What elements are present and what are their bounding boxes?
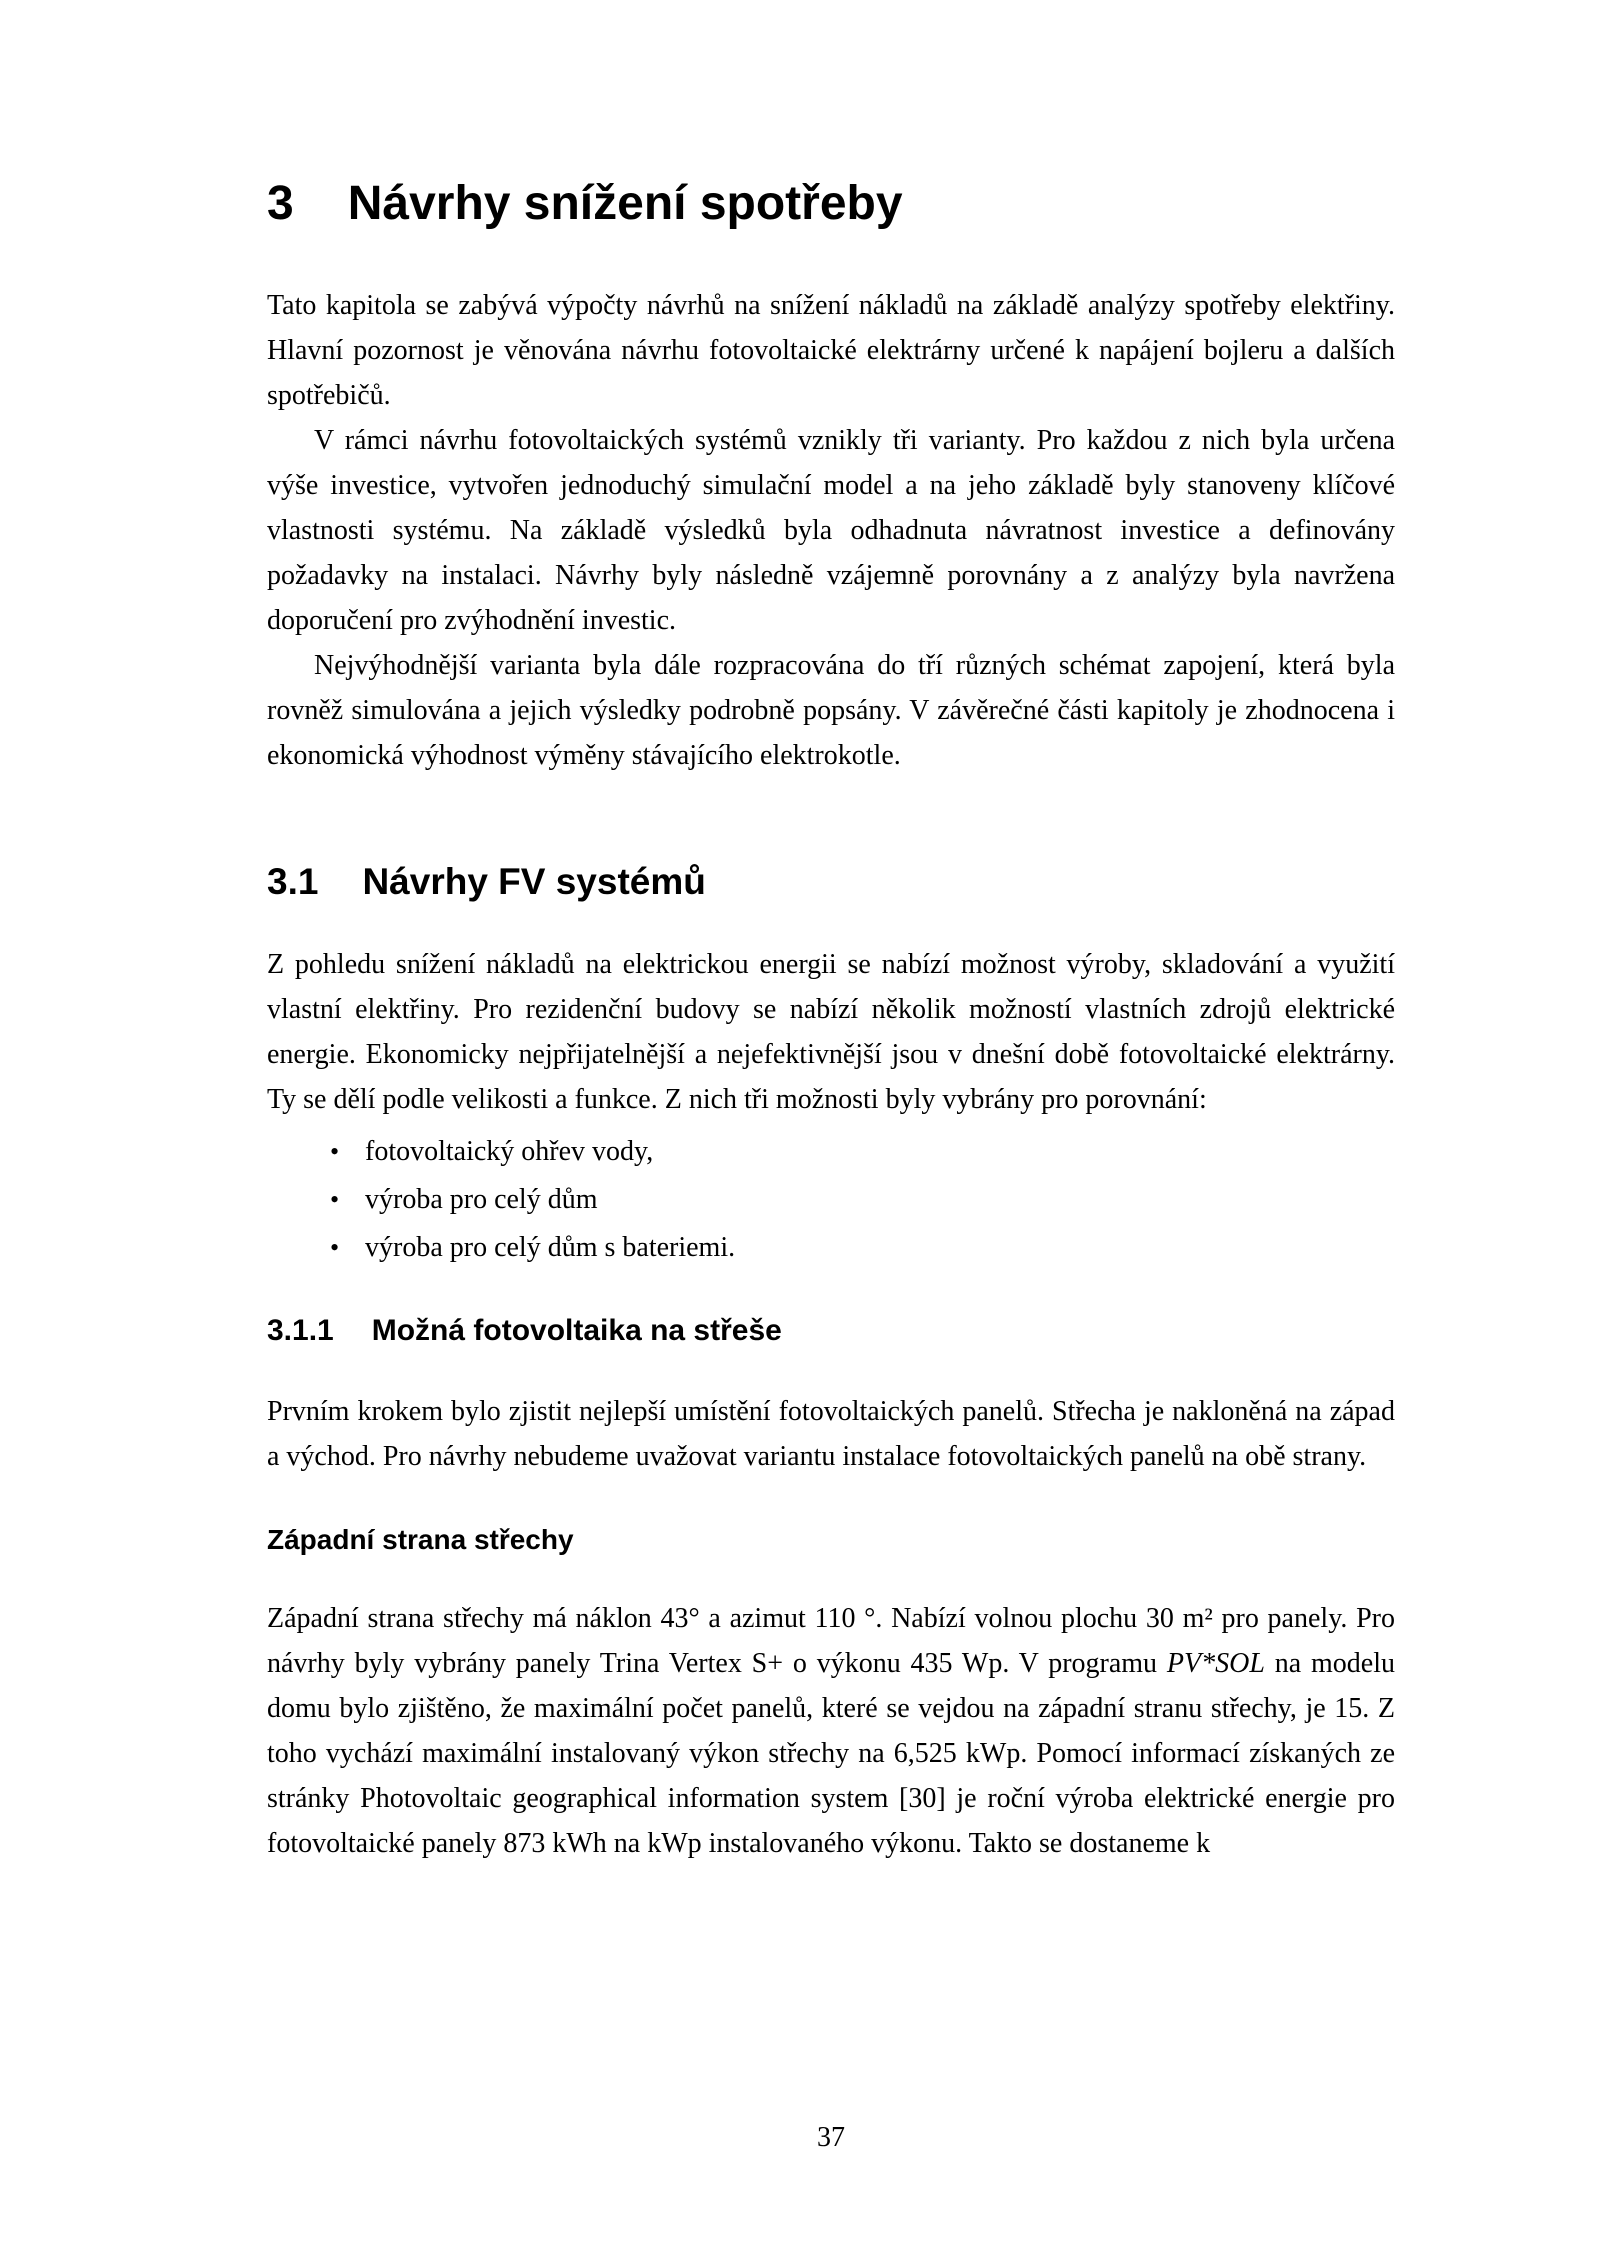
bullet-item-label: výroba pro celý dům [365,1184,598,1216]
bullet-icon: • [330,1233,340,1263]
bullet-icon: • [330,1185,340,1215]
section-title: Návrhy FV systémů [362,860,706,902]
paragraph-run: Západní strana střechy má náklon 43° a azimut 110 °. Nabízí volnou plochu 30 m² pro panely. Pro návrhy byly vybrány panely Trina Vertex S+ o výkonu 435 Wp. V programu [267,1603,1395,1680]
paragraph: Tato kapitola se zabývá výpočty návrhů na snížení nákladů na základě analýzy spotřeby elektřiny. Hlavní pozornost je věnována návrhu fotovoltaické elektrárny určené k napájení bojleru a dalších spotřebičů. [267,289,1395,411]
paragraph-run: na modelu domu bylo zjištěno, že maximální počet panelů, které se vejdou na západní stranu střechy, je 15. Z toho vychází maximální instalovaný výkon střechy na 6,525 kWp. Pomocí informací získaných ze stránky Photovoltaic geographical information system [30] je roční výroba elektrické energie pro fotovoltaické panely 873 kWh na kWp instalovaného výkonu. Takto se dostaneme k [267,1648,1395,1860]
bullet-item [267,1128,1395,1176]
page-number: 37 [817,2122,845,2153]
chapter-title: Návrhy snížení spotřeby [347,177,903,230]
paragraph: Prvním krokem bylo zjistit nejlepší umístění fotovoltaických panelů. Střecha je nakloněná na západ a východ. Pro návrhy nebudeme uvažovat variantu instalace fotovoltaických panelů na obě strany. [267,1396,1395,1473]
paragraph-heading: Západní strana střechy [267,1524,574,1556]
bullet-item [267,1176,1395,1224]
bullet-item-label: výroba pro celý dům s bateriemi. [365,1232,736,1264]
subsection-title: Možná fotovoltaika na střeše [371,1314,782,1348]
chapter-number: 3 [267,177,294,230]
section-number: 3.1 [267,860,319,902]
subsection-heading [267,1314,1395,1347]
paragraph: Z pohledu snížení nákladů na elektrickou energii se nabízí možnost výroby, skladování a využití vlastní elektřiny. Pro rezidenční budovy se nabízí několik možností vlastních zdrojů elektrické energie. Ekonomicky nejpřijatelnější a nejefektivnější jsou v dnešní době fotovoltaické elektrárny. Ty se dělí podle velikosti a funkce. Z nich tři možnosti byly vybrány pro porovnání: [267,949,1395,1116]
bullet-item [267,1224,1395,1272]
bullet-list [267,1128,1395,1272]
chapter-heading [267,178,1395,231]
paragraph [267,1596,1395,1866]
bullet-item-label: fotovoltaický ohřev vody, [365,1136,654,1168]
subsection-number: 3.1.1 [267,1314,334,1348]
page-footer [267,2122,1395,2154]
bullet-icon: • [330,1137,340,1167]
paragraph: V rámci návrhu fotovoltaických systémů vznikly tři varianty. Pro každou z nich byla určena výše investice, vytvořen jednoduchý simulační model a na jeho základě byly stanoveny klíčové vlastnosti systému. Na základě výsledků byla odhadnuta návratnost investice a definovány požadavky na instalaci. Návrhy byly následně vzájemně porovnány a z analýzy byla navržena doporučení pro zvýhodnění investic. [267,424,1395,636]
section-heading [267,862,1395,903]
paragraph-run-italic: PV*SOL [1166,1648,1265,1680]
document-body [267,178,1395,1866]
paragraph: Nejvýhodnější varianta byla dále rozpracována do tří různých schémat zapojení, která byla rovněž simulována a jejich výsledky podrobně popsány. V závěrečné části kapitoly je zhodnocena i ekonomická výhodnost výměny stávajícího elektrokotle. [267,649,1395,771]
